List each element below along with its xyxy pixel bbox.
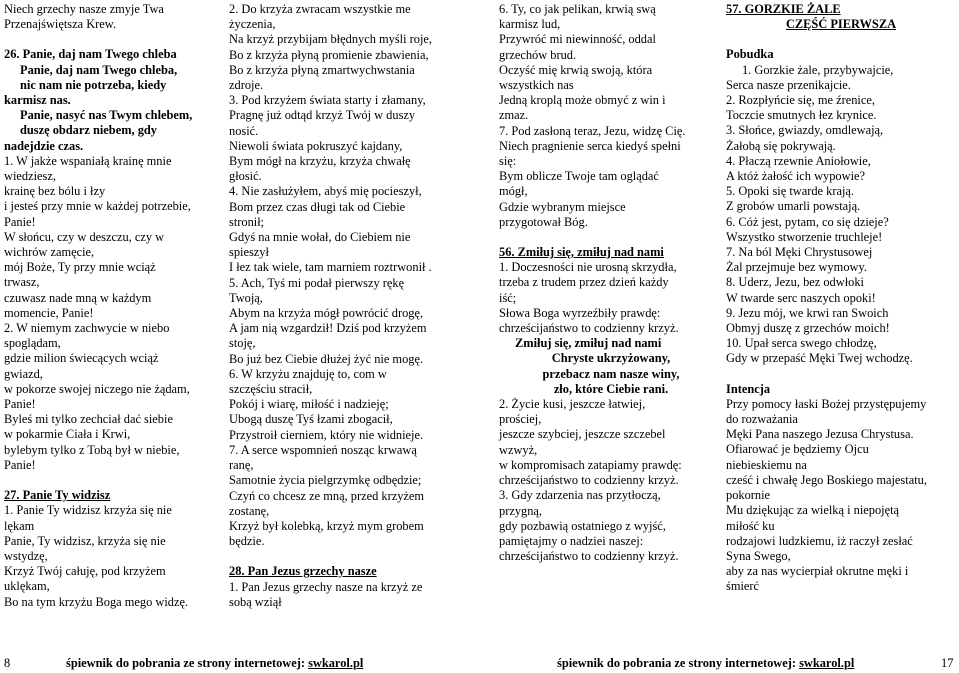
text-line: czuwasz nade mną w każdym <box>4 290 152 305</box>
text-line: nosić. <box>229 123 259 138</box>
column-2 <box>229 2 487 610</box>
text-line: pokornie <box>726 488 771 503</box>
text-line: Przywróć mi niewinność, oddal <box>499 32 656 47</box>
text-line: 2. Życie kusi, jeszcze łatwiej, <box>499 397 646 412</box>
text-line: 1. Doczesności nie urosną skrzydła, <box>499 260 677 275</box>
text-line: w pokorze swojej niczego nie żądam, <box>4 381 190 396</box>
song-title: 56. Zmiłuj się, zmiłuj nad nami <box>499 245 664 260</box>
text-line: 10. Upał serca swego chłodzę, <box>726 336 877 351</box>
text-line: I łez tak wiele, tam marniem roztrwonił . <box>229 260 432 275</box>
text-line: 2. Rozpłyńcie się, me źrenice, <box>726 93 875 108</box>
text-line: rodzajowi ludzkiemu, iż raczył zesłać <box>726 533 913 548</box>
text-line: Panie, nasyć nas Twym chlebem, <box>20 108 193 123</box>
text-line: W słońcu, czy w deszczu, czy w <box>4 229 165 244</box>
footer-right <box>557 656 854 671</box>
text-line: 6. Ty, co jak pelikan, krwią swą <box>499 2 656 16</box>
text-line: Niech pragnienie serca kiedyś spełni <box>499 138 681 153</box>
text-line: Intencja <box>726 381 771 396</box>
text-line: spoglądam, <box>4 336 61 351</box>
text-line: Gdy w przepaść Męki Twej wchodzę. <box>726 351 913 366</box>
spacer <box>726 367 956 382</box>
text-line: Bo już bez Ciebie dłużej żyć nie mogę. <box>229 351 424 366</box>
text-line: chrześcijaństwo to codzienny krzyż. <box>499 473 679 488</box>
text-line: 26. Panie, daj nam Twego chleba <box>4 47 177 62</box>
text-line: Jedną kroplą może obmyć z win i <box>499 93 666 108</box>
text-line: duszę obdarz niebem, gdy <box>20 123 157 138</box>
text-line: chrześcijaństwo to codzienny krzyż. <box>499 321 679 336</box>
text-line: 5. Opoki się twarde krają. <box>726 184 854 199</box>
text-line: Przenajświętsza Krew. <box>4 17 117 32</box>
text-line: trwasz, <box>4 275 40 290</box>
spacer <box>4 473 226 488</box>
text-line: cześć i chwałę Jego Boskiego majestatu, <box>726 472 927 487</box>
text-line: Bo z krzyża płyną zmartwychwstania <box>229 62 415 77</box>
text-line: Chryste ukrzyżowany, <box>551 351 671 366</box>
text-line: gwiazd, <box>4 366 43 381</box>
text-line: lękam <box>4 518 35 533</box>
text-line: wiedziesz, <box>4 169 56 184</box>
text-line: Gdzie wybranym miejsce <box>499 199 626 214</box>
text-line: stronił; <box>229 214 265 229</box>
text-line: Krzyż był kolebką, krzyż mym grobem <box>229 518 424 533</box>
text-line: 2. Do krzyża zwracam wszystkie me <box>229 2 411 16</box>
text-line: A któż żałość ich wypowie? <box>726 169 866 184</box>
text-line: 4. Płaczą rzewnie Aniołowie, <box>726 153 871 168</box>
text-line: 3. Gdy zdarzenia nas przytłoczą, <box>499 488 661 503</box>
text-line: Męki Pana naszego Jezusa Chrystusa. <box>726 427 914 442</box>
text-line: będzie. <box>229 534 265 549</box>
text-line: wichrów zamęcie, <box>4 245 95 260</box>
text-line: uklękam, <box>4 579 50 594</box>
text-line: 9. Jezu mój, we krwi ran Swoich <box>726 305 889 320</box>
text-line: Niewoli świata pokruszyć kajdany, <box>229 138 403 153</box>
text-line: Ubogą duszę Tyś łzami zbogacił, <box>229 412 393 427</box>
song-title: 27. Panie Ty widzisz <box>4 488 111 503</box>
text-line: Przy pomocy łaski Bożej przystępujemy <box>726 396 927 411</box>
footer-right-text: śpiewnik do pobrania ze strony internetowej: <box>557 656 800 670</box>
footer-left-text: śpiewnik do pobrania ze strony internetowej: <box>66 656 309 670</box>
text-line: Pobudka <box>726 47 774 62</box>
text-line: Żałobą się pokrywają. <box>726 138 836 153</box>
text-line: w kompromisach zatapiamy prawdę: <box>499 457 682 472</box>
text-line: karmisz nas. <box>4 93 71 108</box>
text-line: W twarde serc naszych opoki! <box>726 290 876 305</box>
text-line: stoję, <box>229 336 256 351</box>
text-line: aby za nas wycierpiał okrutne męki i <box>726 564 909 579</box>
text-line: 3. Pod krzyżem świata starty i złamany, <box>229 93 426 108</box>
text-line: wszystkich nas <box>499 78 574 93</box>
column-3 <box>499 2 723 564</box>
text-line: 6. Cóż jest, pytam, co się dzieje? <box>726 214 889 229</box>
text-line: Słowa Boga wyrzeźbiły prawdę: <box>499 305 661 320</box>
text-line: się: <box>499 154 517 169</box>
text-line: wzwyż, <box>499 442 538 457</box>
text-line: niebieskiemu na <box>726 457 807 472</box>
text-line: bylebym tylko z Tobą był w niebie, <box>4 442 180 457</box>
text-line: 1. W jakże wspaniałą krainę mnie <box>4 153 172 168</box>
text-line: Twoją, <box>229 290 263 305</box>
text-line: mógł, <box>499 184 528 199</box>
spacer <box>726 32 956 47</box>
text-line: Syna Swego, <box>726 548 791 563</box>
text-line: 1. Pan Jezus grzechy nasze na krzyż ze <box>229 579 423 594</box>
text-line: Z grobów umarli powstają. <box>726 199 861 214</box>
text-line: iść; <box>499 290 517 305</box>
text-line: Samotnie życia pielgrzymkę odbędzie; <box>229 473 422 488</box>
text-line: Bym mógł na krzyżu, krzyża chwałę <box>229 154 411 169</box>
text-line: 1. Gorzkie żale, przybywajcie, <box>742 62 894 77</box>
text-line: szczęściu stracił, <box>229 382 313 397</box>
text-line: Na krzyż przybijam błędnych myśli roje, <box>229 32 433 47</box>
spacer <box>499 230 723 245</box>
text-line: Żal przejmuje bez wymowy. <box>726 260 867 275</box>
text-line: Panie! <box>4 457 36 472</box>
text-line: nadejdzie czas. <box>4 138 84 153</box>
text-line: Bym oblicze Twoje tam oglądać <box>499 169 659 184</box>
text-line: pamiętajmy o nadziei naszej: <box>499 533 644 548</box>
song-title: 28. Pan Jezus grzechy nasze <box>229 564 377 579</box>
text-line: Serca nasze przenikajcie. <box>726 77 851 92</box>
text-line: sobą wziął <box>229 594 282 609</box>
text-line: karmisz lud, <box>499 17 561 32</box>
text-line: ranę, <box>229 458 254 473</box>
text-line: mój Boże, Ty przy mnie wciąż <box>4 260 156 275</box>
text-line: 1. Panie Ty widzisz krzyża się nie <box>4 503 172 518</box>
text-line: 7. A serce wspomnień nosząc krwawą <box>229 442 417 457</box>
text-line: 6. W krzyżu znajduję to, com w <box>229 366 387 381</box>
column-1 <box>4 2 226 610</box>
text-line: przebacz nam nasze winy, <box>542 366 680 381</box>
text-line: Wszystko stworzenie truchleje! <box>726 229 883 244</box>
footer-left-link[interactable]: swkarol.pl <box>308 656 364 670</box>
text-line: Zmiłuj się, zmiłuj nad nami <box>515 336 662 351</box>
song-title: 57. GORZKIE ŻALE <box>726 2 841 16</box>
text-line: jeszcze szybciej, jeszcze szczebel <box>499 427 666 442</box>
text-line: nic nam nie potrzeba, kiedy <box>20 77 167 92</box>
text-line: momencie, Panie! <box>4 305 94 320</box>
text-line: Panie! <box>4 397 36 412</box>
text-line: zmaz. <box>499 108 529 123</box>
text-line: głosić. <box>229 169 262 184</box>
text-line: Toczcie smutnych łez krynice. <box>726 108 877 123</box>
text-line: Obmyj duszę z grzechów moich! <box>726 321 890 336</box>
text-line: miłość ku <box>726 518 775 533</box>
text-line: Przystroił cierniem, który nie widnieje. <box>229 427 424 442</box>
text-line: Mu dziękując za wielką i niepojętą <box>726 503 900 518</box>
text-line: i jesteś przy mnie w każdej potrzebie, <box>4 199 191 214</box>
text-line: wstydzę, <box>4 548 48 563</box>
text-line: Oczyść mię krwią swoją, która <box>499 62 653 77</box>
text-line: Czyń co chcesz ze mną, przed krzyżem <box>229 488 425 503</box>
text-line: Krzyż Twój całuję, pod krzyżem <box>4 564 166 579</box>
text-line: przygną, <box>499 503 543 518</box>
text-line: chrześcijaństwo to codzienny krzyż. <box>499 549 679 564</box>
text-line: do rozważania <box>726 412 798 427</box>
text-line: gdy pozbawią ostatniego z wyjść, <box>499 518 666 533</box>
text-line: Bom przez czas długi tak od Ciebie <box>229 199 406 214</box>
text-line: 7. Pod zasłoną teraz, Jezu, widzę Cię. <box>499 123 686 138</box>
text-line: spieszył <box>229 245 269 260</box>
text-line: śmierć <box>726 579 760 594</box>
text-line: 2. W niemym zachwycie w niebo <box>4 321 170 336</box>
text-line: Gdyś na mnie wołał, do Ciebiem nie <box>229 230 411 245</box>
text-line: 8. Uderz, Jezu, bez odwłoki <box>726 275 864 290</box>
text-line: Pokój i wiarę, miłość i nadzieję; <box>229 397 389 412</box>
text-line: 3. Słońce, gwiazdy, omdlewają, <box>726 123 884 138</box>
text-line: przygotował Bóg. <box>499 214 588 229</box>
text-line: Panie! <box>4 214 36 229</box>
text-line: 5. Ach, Tyś mi podał pierwszy rękę <box>229 275 405 290</box>
text-line: Panie, daj nam Twego chleba, <box>20 62 178 77</box>
text-line: A jam nią wzgardził! Dziś pod krzyżem <box>229 321 427 336</box>
text-line: Pragnę już odtąd krzyż Twój w duszy <box>229 108 416 123</box>
column-4 <box>726 2 956 595</box>
spacer <box>4 32 226 47</box>
song-title: CZĘŚĆ PIERWSZA <box>785 17 897 32</box>
text-line: gdzie milion świecących wciąż <box>4 351 159 366</box>
page-number-right: 17 <box>941 656 954 670</box>
text-line: trzeba z trudem przez dzień każdy <box>499 275 669 290</box>
text-line: Abym na krzyża mógł powrócić drogę, <box>229 306 424 321</box>
text-line: Byleś mi tylko zechciał dać siebie <box>4 412 173 427</box>
text-line: Bo z krzyża płyną promienie zbawienia, <box>229 47 429 62</box>
text-line: zostanę, <box>229 503 270 518</box>
text-line: Panie, Ty widzisz, krzyża się nie <box>4 533 166 548</box>
page-number-left: 8 <box>4 656 11 670</box>
text-line: życzenia, <box>229 17 276 32</box>
text-line: w pokarmie Ciała i Krwi, <box>4 427 131 442</box>
footer-left <box>66 656 363 671</box>
text-line: Niech grzechy nasze zmyje Twa <box>4 2 164 16</box>
text-line: zło, które Ciebie rani. <box>553 381 669 396</box>
footer-right-link[interactable]: swkarol.pl <box>799 656 855 670</box>
text-line: Ofiarować je będziemy Ojcu <box>726 442 869 457</box>
spacer <box>229 549 487 564</box>
text-line: 4. Nie zasłużyłem, abyś mię pocieszył, <box>229 184 422 199</box>
text-line: zdroje. <box>229 78 264 93</box>
text-line: prościej, <box>499 412 542 427</box>
text-line: krainę bez bólu i łzy <box>4 184 106 199</box>
text-line: 7. Na ból Męki Chrystusowej <box>726 245 873 260</box>
text-line: grzechów brud. <box>499 47 577 62</box>
text-line: Bo na tym krzyżu Boga mego widzę. <box>4 594 189 609</box>
